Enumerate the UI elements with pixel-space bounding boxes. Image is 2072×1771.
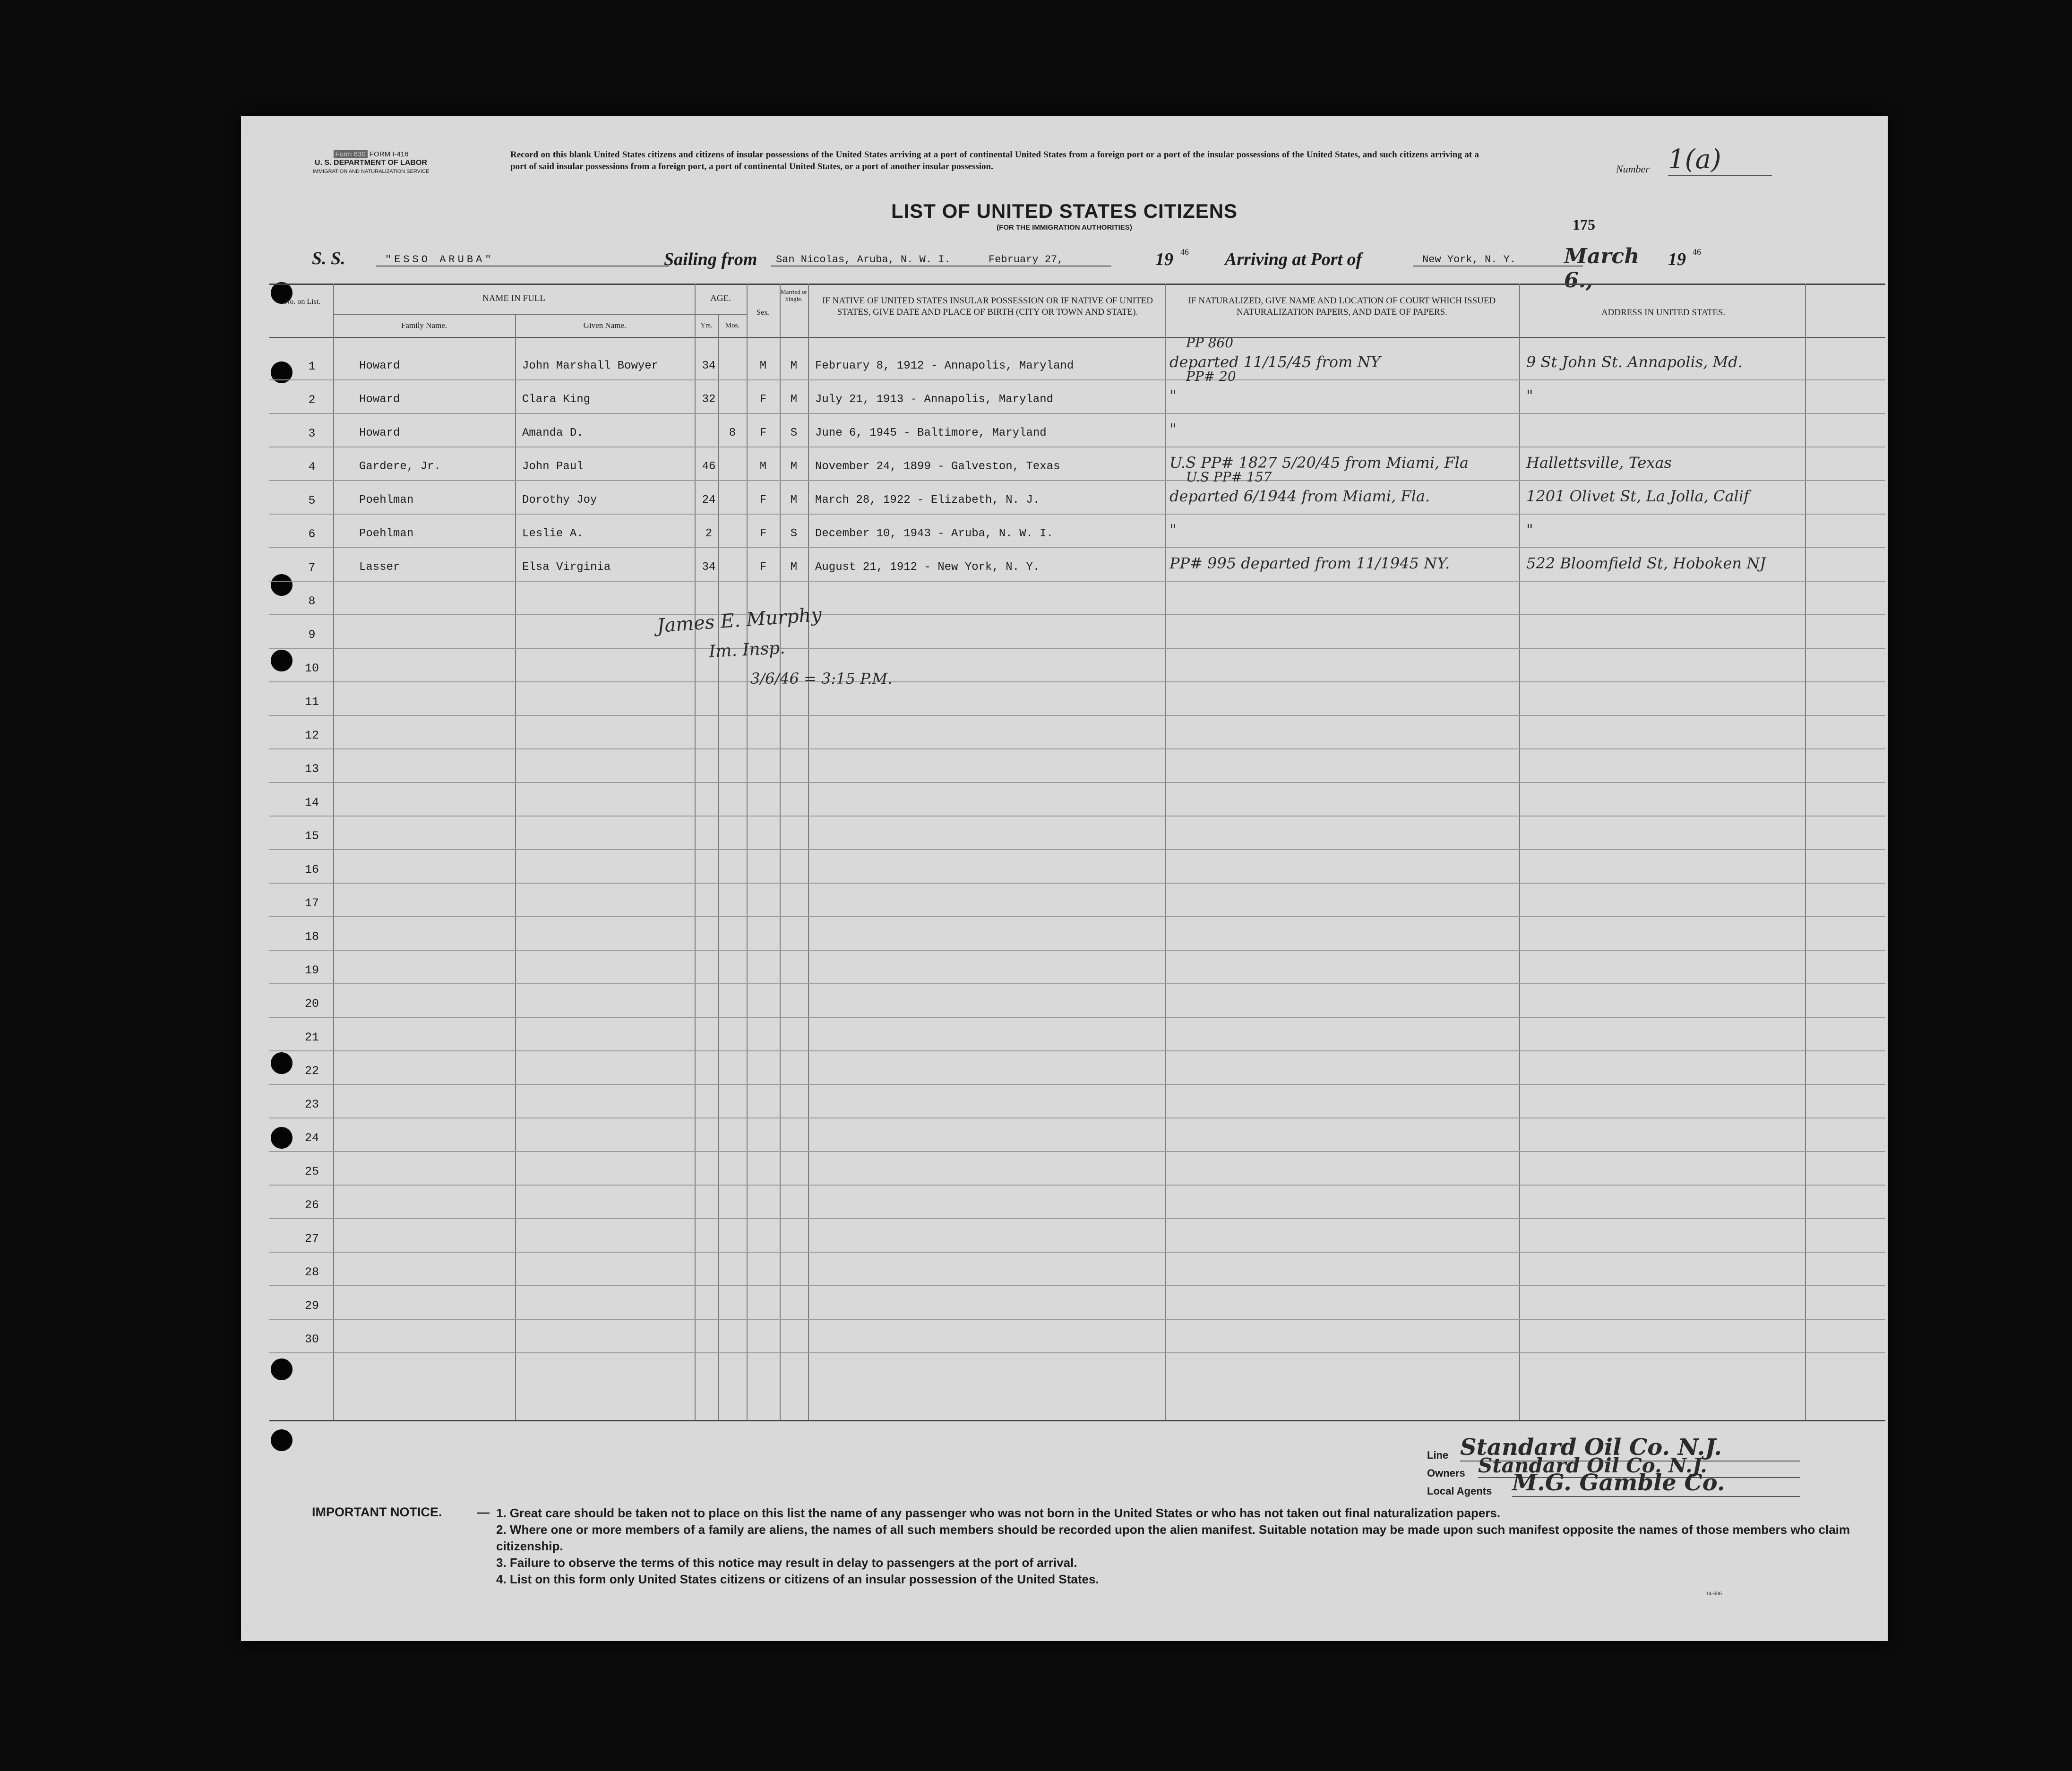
row-number: 5 <box>308 494 316 507</box>
age-years-cell: 32 <box>702 393 716 406</box>
service: IMMIGRATION AND NATURALIZATION SERVICE <box>312 169 430 174</box>
header-bottom-rule <box>269 337 1885 338</box>
col-divider <box>1165 284 1166 1420</box>
row-rule <box>269 1319 1885 1320</box>
notice-item: 1. Great care should be taken not to place on this list the name of any passenger who was not born in the United States or who has not taken out final naturalization papers. <box>496 1506 1501 1520</box>
row-number: 13 <box>304 762 319 776</box>
table-top-rule <box>269 284 1885 285</box>
local-agents-label: Local Agents <box>1427 1485 1492 1497</box>
given-name-cell: Elsa Virginia <box>522 561 611 574</box>
form-number: FORM I-416 <box>369 150 409 158</box>
row-number: 30 <box>304 1333 319 1346</box>
table-bottom-rule <box>269 1420 1885 1421</box>
header-address: ADDRESS IN UNITED STATES. <box>1601 308 1726 318</box>
passport-note: PP# 20 <box>1186 369 1236 384</box>
row-rule <box>269 1285 1885 1286</box>
address-cell: " <box>1526 521 1533 539</box>
family-name-cell: Poehlman <box>359 494 414 507</box>
notice-item: 3. Failure to observe the terms of this notice may result in delay to passengers at the port of arrival. <box>496 1556 1077 1570</box>
naturalization-cell: departed 11/15/45 from NY <box>1169 353 1381 371</box>
arrival-port: New York, N. Y. <box>1413 254 1583 267</box>
row-rule <box>269 1218 1885 1219</box>
given-name-cell: Amanda D. <box>522 427 584 439</box>
header-birth: IF NATIVE OF UNITED STATES INSULAR POSSESSION OR IF NATIVE OF UNITED STATES, GIVE DATE AND PLACE OF BIRTH (CITY OR TOWN AND STATE). <box>822 296 1153 317</box>
passport-note: U.S PP# 157 <box>1186 469 1272 485</box>
row-rule <box>269 849 1885 850</box>
row-rule <box>269 816 1885 817</box>
row-rule <box>269 1017 1885 1018</box>
col-divider <box>695 284 696 1420</box>
row-rule <box>269 1151 1885 1152</box>
family-name-cell: Gardere, Jr. <box>359 460 441 473</box>
row-number: 17 <box>304 896 319 910</box>
row-number: 3 <box>308 427 316 440</box>
row-number: 6 <box>308 527 316 541</box>
given-name-cell: Leslie A. <box>522 527 584 540</box>
family-name-cell: Howard <box>359 393 400 406</box>
header-name-in-full: NAME IN FULL <box>482 293 545 303</box>
row-rule <box>269 581 1885 582</box>
marital-status-cell: M <box>790 393 798 406</box>
naturalization-cell: " <box>1169 420 1177 438</box>
row-number: 20 <box>304 997 319 1011</box>
manifest-sheet <box>241 116 1888 1641</box>
sex-cell: M <box>759 360 767 372</box>
punch-hole <box>271 1429 292 1451</box>
footer-code: 14-606 <box>1706 1590 1722 1597</box>
page-subtitle: (FOR THE IMMIGRATION AUTHORITIES) <box>997 224 1132 232</box>
age-years-cell: 24 <box>702 494 716 507</box>
naturalization-cell: departed 6/1944 from Miami, Fla. <box>1169 487 1430 505</box>
row-number: 28 <box>304 1265 319 1279</box>
number-value: 1(a) <box>1668 144 1772 176</box>
row-number: 16 <box>304 863 319 877</box>
sailing-date: February 27, <box>984 254 1111 267</box>
sex-cell: M <box>759 460 767 473</box>
age-years-cell: 2 <box>705 527 713 540</box>
row-number: 24 <box>304 1131 319 1145</box>
department: U. S. DEPARTMENT OF LABOR <box>315 159 427 167</box>
naturalization-cell: PP# 995 departed from 11/1945 NY. <box>1169 554 1450 572</box>
name-subheader-rule <box>333 314 695 315</box>
col-divider <box>747 284 748 1420</box>
row-rule <box>269 413 1885 414</box>
local-agents-value: M.G. Gamble Co. <box>1512 1470 1800 1497</box>
row-number: 7 <box>308 561 316 575</box>
col-divider <box>780 284 781 1420</box>
row-number: 2 <box>308 393 316 407</box>
age-years-cell: 46 <box>702 460 716 473</box>
naturalization-cell: " <box>1169 387 1177 404</box>
ss-label: S. S. <box>312 249 345 268</box>
birth-cell: November 24, 1899 - Galveston, Texas <box>815 460 1060 473</box>
punch-hole <box>271 574 292 596</box>
birth-cell: July 21, 1913 - Annapolis, Maryland <box>815 393 1054 406</box>
sex-cell: F <box>759 561 767 574</box>
address-cell: Hallettsville, Texas <box>1526 454 1672 472</box>
row-rule <box>269 614 1885 615</box>
sailing-port: San Nicolas, Aruba, N. W. I. <box>771 254 984 267</box>
notice-dash: — <box>477 1505 490 1519</box>
family-name-cell: Howard <box>359 427 400 439</box>
row-rule <box>269 514 1885 515</box>
notice-heading: IMPORTANT NOTICE. <box>312 1505 442 1519</box>
header-sex: Sex. <box>757 309 770 317</box>
sex-cell: F <box>759 494 767 507</box>
birth-cell: June 6, 1945 - Baltimore, Maryland <box>815 427 1047 439</box>
address-cell: 522 Bloomfield St, Hoboken NJ <box>1526 554 1766 572</box>
marital-status-cell: M <box>790 494 798 507</box>
sailing-year-prefix: 19 <box>1155 249 1173 269</box>
line-value: Standard Oil Co. N.J. <box>1460 1434 1800 1462</box>
address-cell: 1201 Olivet St, La Jolla, Calif <box>1526 487 1749 505</box>
inspector-signature: James E. Murphy <box>656 603 823 637</box>
birth-cell: December 10, 1943 - Aruba, N. W. I. <box>815 527 1054 540</box>
age-subheader-rule <box>695 314 747 315</box>
line-label: Line <box>1427 1449 1449 1461</box>
row-rule <box>269 379 1885 380</box>
given-name-cell: John Paul <box>522 460 584 473</box>
col-divider <box>333 284 334 1420</box>
sex-cell: F <box>759 393 767 406</box>
marital-status-cell: M <box>790 561 798 574</box>
header-given-name: Given Name. <box>583 321 627 330</box>
row-rule <box>269 1050 1885 1051</box>
col-divider <box>808 284 809 1420</box>
notice-item: 4. List on this form only United States citizens or citizens of an insular possession of the United States. <box>496 1572 1099 1586</box>
owners-value: Standard Oil Co. N.J. <box>1478 1454 1800 1478</box>
age-years-cell: 34 <box>702 360 716 372</box>
instructions: Record on this blank United States citizens and citizens of insular possessions of the United States arriving at a port of continental United States from a foreign port or a port of the insular possessions of the United States, and such citizens arriving at a port of said insular possessions from a foreign port, a port of continental United States, or a port of another insular possession. <box>510 150 1479 172</box>
row-rule <box>269 547 1885 548</box>
header-married: Married or Single. <box>781 288 807 302</box>
punch-hole <box>271 650 292 671</box>
row-rule <box>269 782 1885 783</box>
passport-note: PP 860 <box>1186 335 1234 351</box>
col-divider <box>1519 284 1520 1420</box>
sailing-label: Sailing from <box>664 249 757 269</box>
header-yrs: Yrs. <box>700 322 713 329</box>
row-number: 22 <box>304 1064 319 1078</box>
punch-hole <box>271 1127 292 1149</box>
age-years-cell: 34 <box>702 561 716 574</box>
row-number: 8 <box>308 594 316 608</box>
row-number: 14 <box>304 796 319 809</box>
row-rule <box>269 983 1885 984</box>
page-number: 175 <box>1573 216 1595 233</box>
arrival-year-prefix: 19 <box>1668 249 1686 269</box>
row-number: 11 <box>304 695 319 709</box>
ship-name: "ESSO ARUBA" <box>376 254 669 267</box>
family-name-cell: Poehlman <box>359 527 414 540</box>
marital-status-cell: M <box>790 460 798 473</box>
punch-hole <box>271 1358 292 1380</box>
row-rule <box>269 648 1885 649</box>
given-name-cell: John Marshall Bowyer <box>522 360 659 372</box>
marital-status-cell: S <box>790 427 798 439</box>
page-title: LIST OF UNITED STATES CITIZENS <box>891 200 1238 222</box>
row-number: 26 <box>304 1198 319 1212</box>
address-cell: 9 St John St. Annapolis, Md. <box>1526 353 1743 371</box>
family-name-cell: Howard <box>359 360 400 372</box>
row-rule <box>269 1084 1885 1085</box>
header-no: No. on List. <box>284 298 321 306</box>
naturalization-cell: U.S PP# 1827 5/20/45 from Miami, Fla <box>1169 454 1469 472</box>
row-number: 29 <box>304 1299 319 1313</box>
row-number: 18 <box>304 930 319 944</box>
row-number: 12 <box>304 729 319 742</box>
row-rule <box>269 1185 1885 1186</box>
inspector-title: Im. Insp. <box>708 638 786 662</box>
header-naturalized: IF NATURALIZED, GIVE NAME AND LOCATION OF COURT WHICH ISSUED NATURALIZATION PAPERS, AND DATE OF PAPERS. <box>1188 296 1496 317</box>
arriving-label: Arriving at Port of <box>1225 249 1362 269</box>
row-rule <box>269 1252 1885 1253</box>
marital-status-cell: M <box>790 360 798 372</box>
row-number: 19 <box>304 963 319 977</box>
sex-cell: F <box>759 527 767 540</box>
header-age: AGE. <box>710 293 731 303</box>
header-family-name: Family Name. <box>401 321 447 330</box>
given-name-cell: Dorothy Joy <box>522 494 597 507</box>
arrival-date: March 6., <box>1564 244 1640 292</box>
row-number: 21 <box>304 1031 319 1044</box>
family-name-cell: Lasser <box>359 561 400 574</box>
row-number: 15 <box>304 829 319 843</box>
sailing-year: 46 <box>1180 247 1189 257</box>
marital-status-cell: S <box>790 527 798 540</box>
row-rule <box>269 748 1885 749</box>
inspection-timestamp: 3/6/46 = 3:15 P.M. <box>750 670 893 688</box>
row-number: 25 <box>304 1165 319 1178</box>
row-rule <box>269 916 1885 917</box>
punch-hole <box>271 1052 292 1074</box>
row-rule <box>269 681 1885 682</box>
row-rule <box>269 883 1885 884</box>
arrival-year: 46 <box>1693 247 1701 257</box>
notice-list <box>496 1505 1890 1588</box>
row-number: 4 <box>308 460 316 474</box>
number-label: Number <box>1616 163 1650 175</box>
birth-cell: February 8, 1912 - Annapolis, Maryland <box>815 360 1074 372</box>
birth-cell: August 21, 1912 - New York, N. Y. <box>815 561 1040 574</box>
row-rule <box>269 1352 1885 1353</box>
row-number: 1 <box>308 360 316 373</box>
address-cell: " <box>1526 387 1533 404</box>
birth-cell: March 28, 1922 - Elizabeth, N. J. <box>815 494 1040 507</box>
row-rule <box>269 715 1885 716</box>
given-name-cell: Clara King <box>522 393 591 406</box>
row-number: 10 <box>304 662 319 675</box>
header-mos: Mos. <box>725 322 740 329</box>
form-label: Form 630 <box>334 150 368 158</box>
row-number: 9 <box>308 628 316 642</box>
sex-cell: F <box>759 427 767 439</box>
notice-item: 2. Where one or more members of a family are aliens, the names of all such members should be recorded upon the alien manifest. Suitable notation may be made upon such manifest opposite the names of those members who claim citizenship. <box>496 1522 1850 1553</box>
age-months-cell: 8 <box>729 427 736 439</box>
row-rule <box>269 950 1885 951</box>
owners-label: Owners <box>1427 1467 1465 1479</box>
row-rule <box>269 480 1885 481</box>
naturalization-cell: " <box>1169 521 1177 539</box>
col-divider <box>1805 284 1806 1420</box>
row-number: 27 <box>304 1232 319 1246</box>
row-number: 23 <box>304 1098 319 1111</box>
